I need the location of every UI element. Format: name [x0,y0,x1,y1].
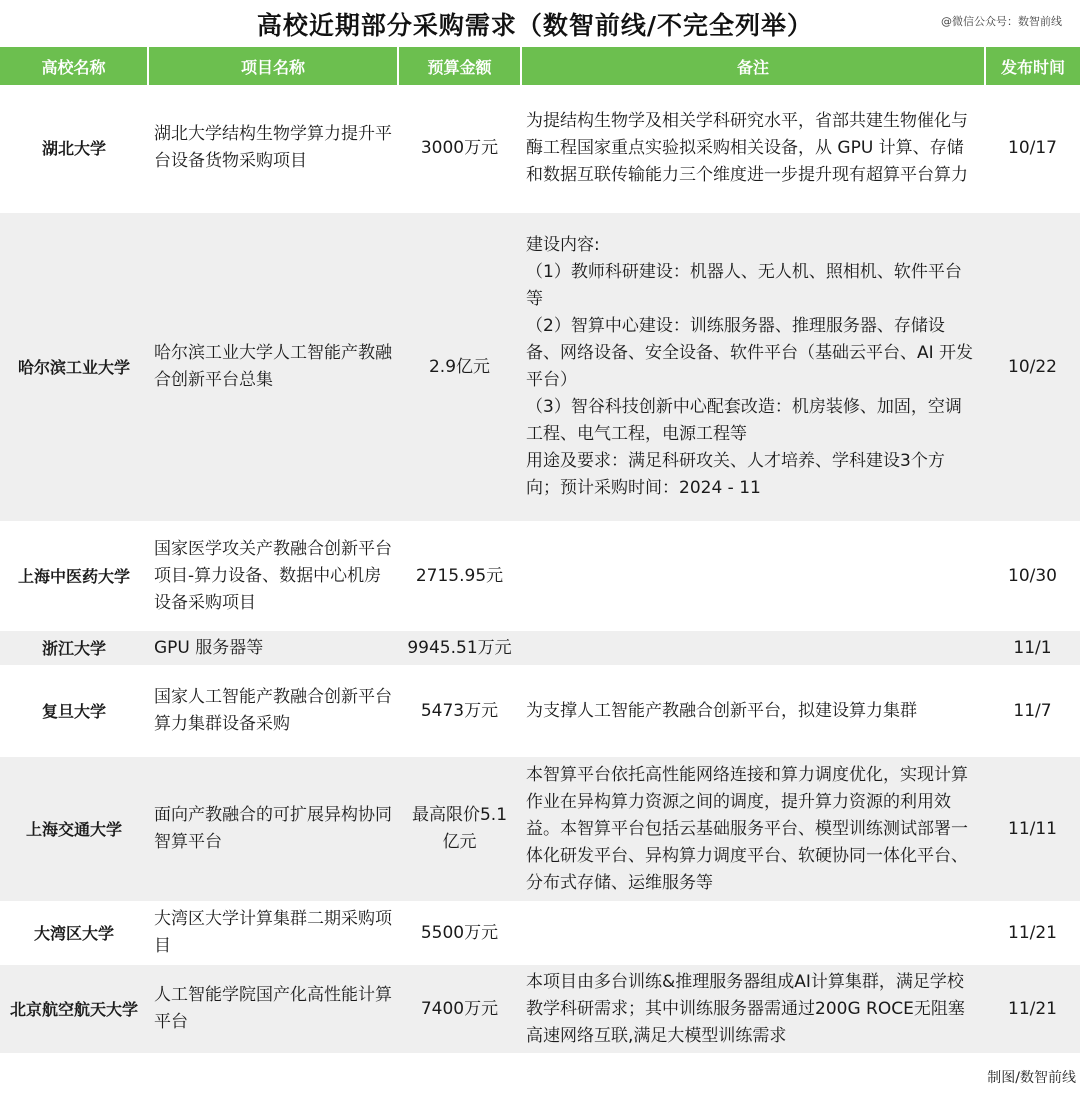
table-row [0,667,1080,755]
table-row [0,629,1080,667]
cell-school: 浙江大学 [0,629,148,667]
remark-line: 用途及要求：满足科研攻关、人才培养、学科建设3个方向；预计采购时间：2024 - 11 [526,451,945,498]
cell-school: 哈尔滨工业大学 [0,211,148,523]
remark-line: 为支撑人工智能产教融合创新平台，拟建设算力集群 [526,700,917,721]
cell-school: 复旦大学 [0,667,148,755]
table-row [0,523,1080,629]
cell-project: 国家医学攻关产教融合创新平台项目-算力设备、数据中心机房设备采购项目 [148,523,398,629]
cell-project: 大湾区大学计算集群二期采购项目 [148,903,398,963]
cell-project: 面向产教融合的可扩展异构协同智算平台 [148,755,398,903]
cell-remark [521,629,985,667]
remark-line: 本智算平台依托高性能网络连接和算力调度优化，实现计算作业在异构算力资源之间的调度，提升算力资源的利用效益。本智算平台包括云基础服务平台、模型训练测试部署一体化研发平台、异构算力调度平台、软硬协同一体化平台、分布式存储、运维服务等 [526,764,968,893]
cell-date: 11/21 [985,903,1080,963]
column-header-project: 项目名称 [148,47,398,86]
column-header-date: 发布时间 [985,47,1080,86]
column-header-school: 高校名称 [0,47,148,86]
cell-school: 大湾区大学 [0,903,148,963]
table-row [0,86,1080,211]
table-header [0,47,1080,86]
remark-line: （2）智算中心建设：训练服务器、推理服务器、存储设备、网络设备、安全设备、软件平台（基础云平台、AI 开发平台） [526,316,974,390]
cell-budget: 7400万元 [398,963,521,1055]
remark-line: 建设内容: [526,235,600,255]
procurement-table [0,47,1080,1057]
cell-date: 11/21 [985,963,1080,1055]
cell-remark [521,963,985,1055]
cell-remark [521,211,985,523]
cell-budget: 3000万元 [398,86,521,211]
cell-remark [521,86,985,211]
remark-line: 本项目由多台训练&推理服务器组成AI计算集群，满足学校教学科研需求；其中训练服务器需通过200G ROCE无阻塞高速网络互联,满足大模型训练需求 [526,971,965,1046]
title-bar [0,0,1080,47]
cell-remark [521,667,985,755]
remark-line: （3）智谷科技创新中心配套改造：机房装修、加固，空调工程、电气工程，电源工程等 [526,397,962,444]
cell-budget: 2.9亿元 [398,211,521,523]
column-header-remark: 备注 [521,47,985,86]
table-body [0,86,1080,1055]
page-title: 高校近期部分采购需求（数智前线/不完全列举） [256,10,814,40]
cell-budget: 2715.95元 [398,523,521,629]
remark-line: 为提结构生物学及相关学科研究水平，省部共建生物催化与酶工程国家重点实验拟采购相关设备，从 GPU 计算、存储和数据互联传输能力三个维度进一步提升现有超算平台算力 [526,110,968,185]
cell-date: 11/11 [985,755,1080,903]
cell-project: 国家人工智能产教融合创新平台算力集群设备采购 [148,667,398,755]
cell-remark [521,755,985,903]
cell-date: 10/30 [985,523,1080,629]
table-row [0,963,1080,1055]
cell-budget: 5473万元 [398,667,521,755]
cell-date: 10/17 [985,86,1080,211]
footer-credit: 制图/数智前线 [987,1070,1076,1086]
cell-school: 上海中医药大学 [0,523,148,629]
cell-date: 11/7 [985,667,1080,755]
cell-date: 11/1 [985,629,1080,667]
table-row [0,211,1080,523]
remark-line: （1）教师科研建设：机器人、无人机、照相机、软件平台等 [526,262,962,309]
cell-school: 湖北大学 [0,86,148,211]
cell-school: 北京航空航天大学 [0,963,148,1055]
table-row [0,755,1080,903]
watermark: @微信公众号：数智前线 [941,15,1062,28]
cell-school: 上海交通大学 [0,755,148,903]
cell-budget: 最高限价5.1亿元 [398,755,521,903]
cell-budget: 5500万元 [398,903,521,963]
cell-remark [521,903,985,963]
cell-project: 哈尔滨工业大学人工智能产教融合创新平台总集 [148,211,398,523]
cell-date: 10/22 [985,211,1080,523]
cell-project: 人工智能学院国产化高性能计算平台 [148,963,398,1055]
column-header-budget: 预算金额 [398,47,521,86]
cell-remark [521,523,985,629]
cell-project: 湖北大学结构生物学算力提升平台设备货物采购项目 [148,86,398,211]
table-row [0,903,1080,963]
cell-project: GPU 服务器等 [148,629,398,667]
cell-budget: 9945.51万元 [398,629,521,667]
